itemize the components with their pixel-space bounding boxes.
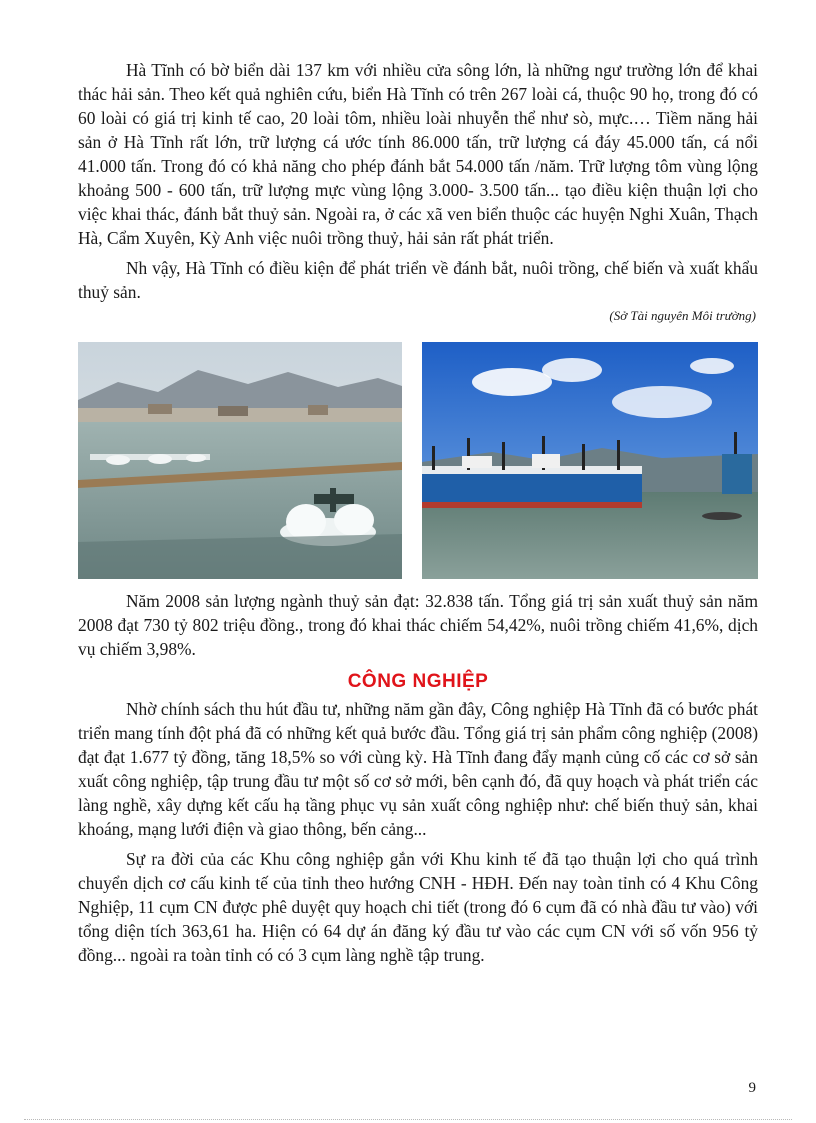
section-heading-industry: CÔNG NGHIỆP: [347, 671, 489, 692]
fishing-boats-photo: [422, 342, 758, 579]
paragraph-coast-resources: Hà Tĩnh có bờ biển dài 137 km với nhiều cửa sông lớn, là những ngư trường lớn để khai thác hải sản. Theo kết quả nghiên cứu, biển Hà Tĩnh có trên 267 loài cá, thuộc 90 họ, trong đó có 60 loài có giá trị kinh tế cao, 20 loài tôm, nhiều loài nhuyễn thể như sò, mực.… Tiềm năng hải sản ở Hà Tĩnh rất lớn, trữ lượng cá ước tính 86.000 tấn, trữ lượng cá đáy 45.000 tấn, cá nổi 41.000 tấn. Trong đó có khả năng cho phép đánh bắt 54.000 tấn /năm. Trữ lượng tôm vùng lộng khoảng 500 - 600 tấn, trữ lượng mực vùng lộng 3.000- 3.500 tấn... tạo điều kiện thuận lợi cho việc khai thác, đánh bắt thuỷ sản. Ngoài ra, ở các xã ven biển thuộc các huyện Nghi Xuân, Thạch Hà, Cẩm Xuyên, Kỳ Anh việc nuôi trồng thuỷ, hải sản rất phát triển.: [78, 60, 758, 248]
shrimp-farm-photo: [78, 342, 402, 579]
shrimp-farm-pond-photo: [78, 342, 402, 579]
paragraph-summary: Nh vậy, Hà Tĩnh có điều kiện để phát triển về đánh bắt, nuôi trồng, chế biến và xuất khẩu thuỷ sản.: [78, 258, 758, 302]
footer-divider: [24, 1119, 792, 1120]
page-content: [78, 58, 758, 967]
page-number: 9: [748, 1080, 756, 1096]
fishing-boats-harbor-photo: [422, 342, 758, 579]
paragraph-industry-growth: Nhờ chính sách thu hút đầu tư, những năm gần đây, Công nghiệp Hà Tĩnh đã có bước phát triển mang tính đột phá đã có những kết quả bước đầu. Tổng giá trị sản phẩm công nghiệp (2008) đạt đạt 1.677 tỷ đồng, tăng 18,5% so với cùng kỳ. Hà Tĩnh đang đẩy mạnh củng cố các cơ sở sản xuất công nghiệp, tập trung đầu tư một số cơ sở mới, bên cạnh đó, đã quy hoạch và phát triển các làng nghề, xây dựng kết cấu hạ tầng phục vụ sản xuất công nghiệp như: chế biến thuỷ sản, khai khoáng, mạng lưới điện và giao thông, bến cảng...: [78, 699, 758, 839]
paragraph-fishery-stats: Năm 2008 sản lượng ngành thuỷ sản đạt: 32.838 tấn. Tổng giá trị sản xuất thuỷ sản năm 2008 đạt 730 tỷ 802 triệu đồng., trong đó khai thác chiếm 54,42%, nuôi trồng chiếm 41,6%, dịch vụ chiếm 3,98%.: [78, 591, 758, 659]
photo-row: [78, 342, 758, 579]
paragraph-industrial-zones: Sự ra đời của các Khu công nghiệp gắn với Khu kinh tế đã tạo thuận lợi cho quá trình chuyển dịch cơ cấu kinh tế của tỉnh theo hướng CNH - HĐH. Đến nay toàn tỉnh có 4 Khu Công Nghiệp, 11 cụm CN được phê duyệt quy hoạch chi tiết (trong đó 6 cụm đã có nhà đầu tư vào) với tổng diện tích 363,61 ha. Hiện có 64 dự án đăng ký đầu tư vào các cụm CN với số vốn 956 tỷ đồng... ngoài ra toàn tỉnh có có 3 cụm làng nghề tập trung.: [78, 849, 758, 965]
source-citation: (Sở Tài nguyên Môi trường): [609, 308, 756, 323]
